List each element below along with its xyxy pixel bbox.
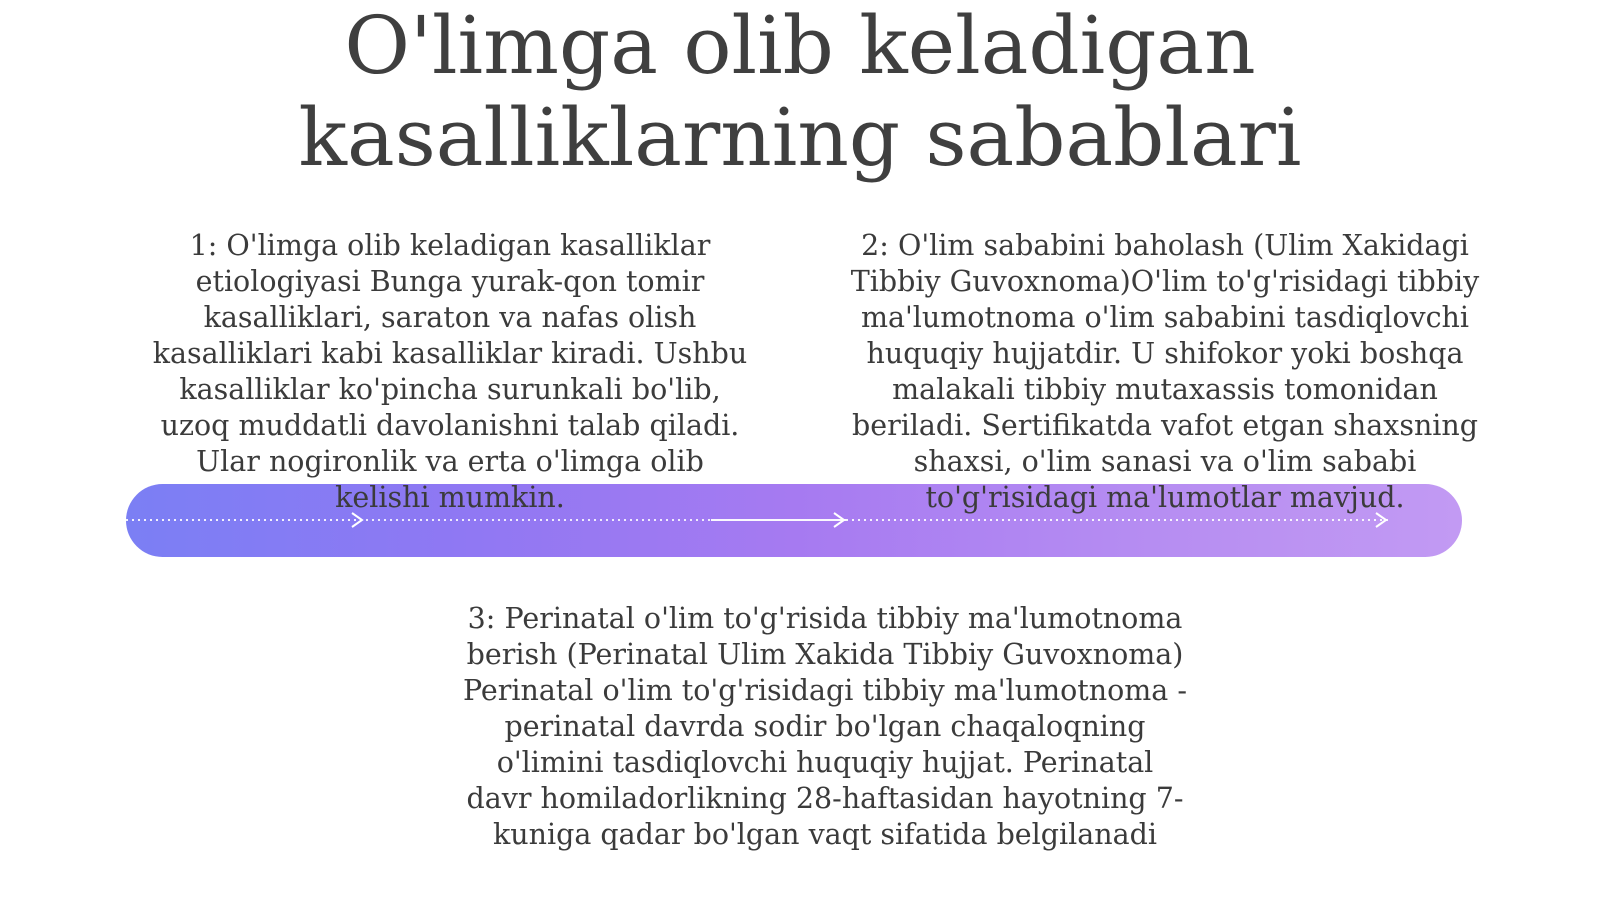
step-3-text: 3: Perinatal o'lim to'g'risida tibbiy ma'lumotnoma berish (Perinatal Ulim Xakida Tibbiy Guvoxnoma) Perinatal o'lim to'g'risidagi tibbiy ma'lumotnoma - perinatal davrda sodir bo'lgan chaqaloqning o'limini tasdiqlovchi huquqiy hujjat. Perinatal davr homiladorlikning 28-haftasidan hayotning 7-kuniga qadar bo'lgan vaqt sifatida belgilanadi [463,602,1187,851]
slide-title [0,0,1600,184]
step-2-text: 2: O'lim sababini baholash (Ulim Xakidagi Tibbiy Guvoxnoma)O'lim to'g'risidagi tibbiy ma'lumotnoma o'lim sababini tasdiqlovchi huquqiy hujjatdir. U shifokor yoki boshqa malakali tibbiy mutaxassis tomonidan beriladi. Sertifikatda vafot etgan shaxsning shaxsi, o'lim sanasi va o'lim sababi to'g'risidagi ma'lumotlar mavjud. [850,229,1480,514]
slide-title-line-1: O'limga olib keladigan [344,0,1256,92]
step-1-text: 1: O'limga olib keladigan kasalliklar etiologiyasi Bunga yurak-qon tomir kasalliklari, saraton va nafas olish kasalliklari kabi kasalliklar kiradi. Ushbu kasalliklar ko'pincha surunkali bo'lib, uzoq muddatli davolanishni talab qiladi. Ular nogironlik va erta o'limga olib kelishi mumkin. [152,229,748,514]
slide-title-line-2: kasalliklarning sabablari [298,91,1302,184]
